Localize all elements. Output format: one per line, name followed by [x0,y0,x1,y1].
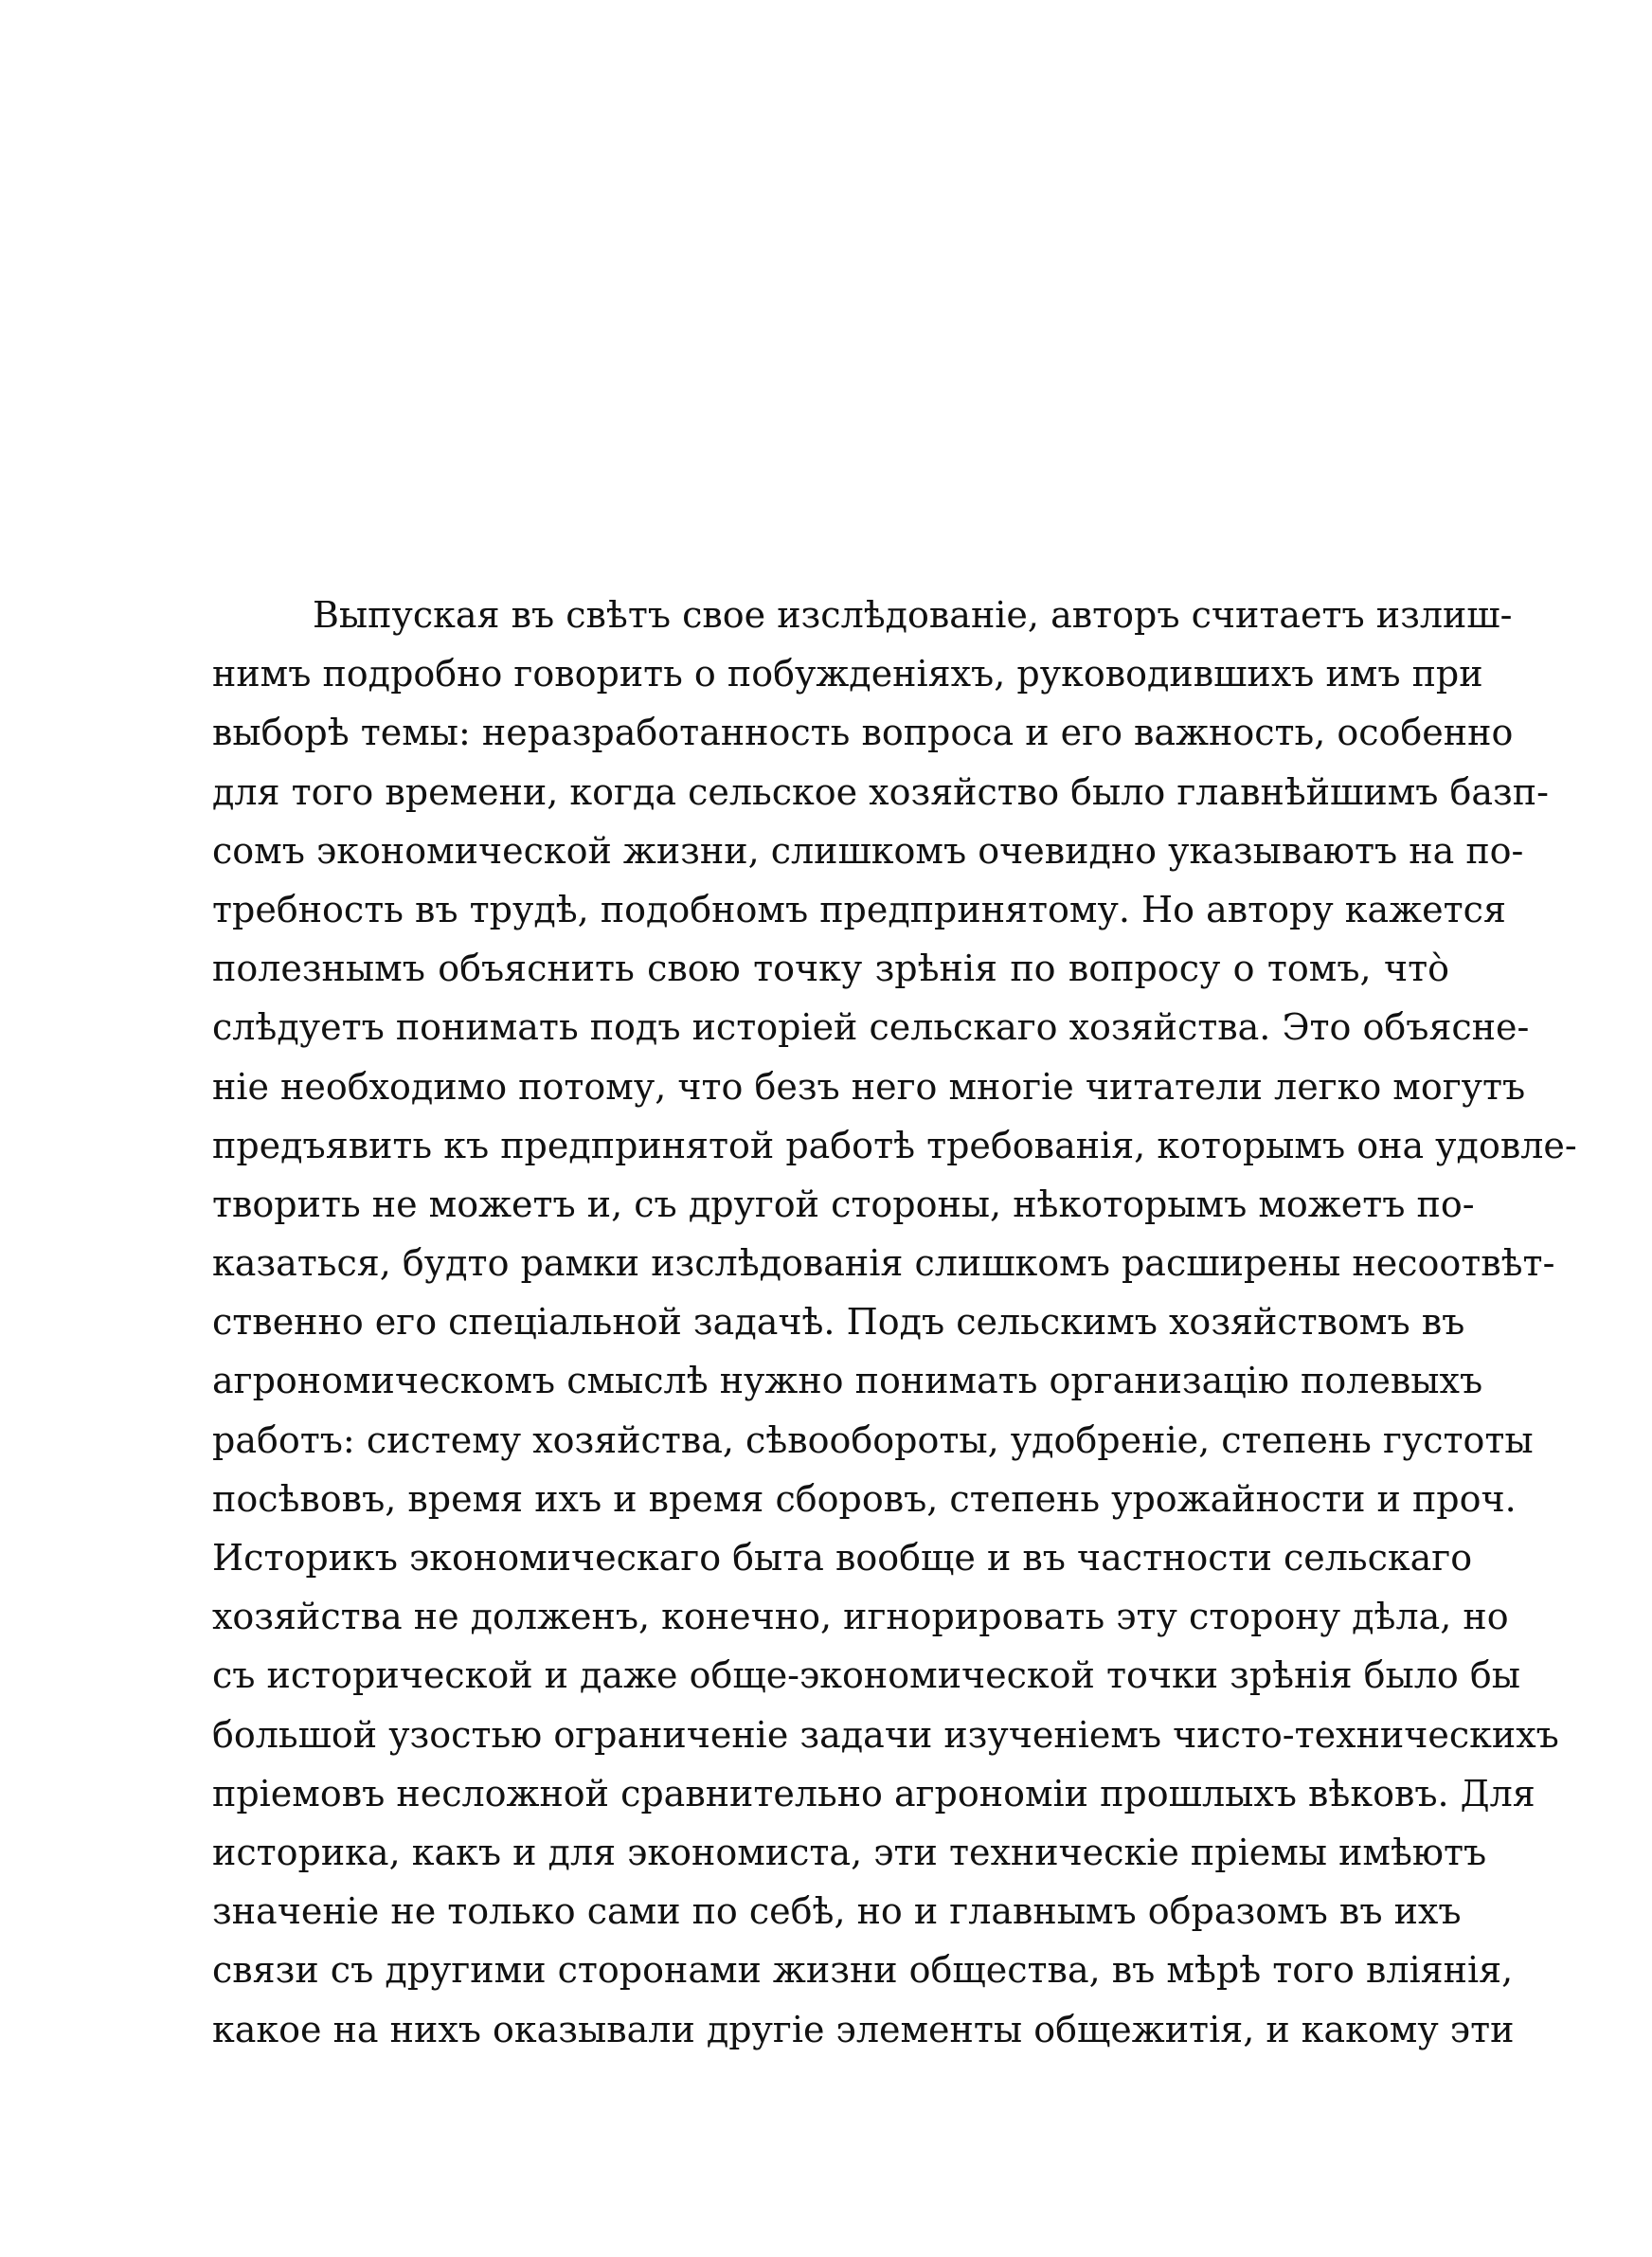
text-line: большой узостью ограниченіе задачи изученіемъ чисто-техническихъ [212,1713,1559,1756]
text-line: требность въ трудѣ, подобномъ предпринятому. Но автору кажется [212,888,1506,930]
text-line: съ исторической и даже обще-экономической точки зрѣнія было бы [212,1654,1520,1697]
text-line: для того времени, когда сельское хозяйство было главнѣйшимъ базп- [212,770,1549,813]
text-line: посѣвовъ, время ихъ и время сборовъ, степень урожайности и проч. [212,1477,1517,1520]
text-line: связи съ другими сторонами жизни общества, въ мѣрѣ того вліянія, [212,1949,1514,1992]
text-line: какое на нихъ оказывали другіе элементы общежитія, и какому эти [212,2008,1515,2050]
text-line: сомъ экономической жизни, слишкомъ очевидно указываютъ на по- [212,829,1524,872]
text-line: историка, какъ и для экономиста, эти техническіе пріемы имѣютъ [212,1831,1487,1873]
text-line: творить не можетъ и, съ другой стороны, нѣкоторымъ можетъ по- [212,1183,1475,1225]
text-line: ственно его спеціальной задачѣ. Подъ сельскимъ хозяйствомъ въ [212,1301,1465,1344]
body-paragraph [212,586,1577,2059]
text-line: предъявить къ предпринятой работѣ требованія, которымъ она удовле- [212,1124,1577,1166]
text-line: работъ: систему хозяйства, сѣвообороты, удобреніе, степень густоты [212,1418,1534,1461]
text-line: агрономическомъ смыслѣ нужно понимать организацію полевыхъ [212,1360,1483,1402]
text-line: ніе необходимо потому, что безъ него многіе читатели легко могутъ [212,1065,1526,1108]
text-line: выборѣ темы: неразработанность вопроса и его важность, особенно [212,712,1514,754]
text-line: Выпуская въ свѣтъ свое изслѣдованіе, авторъ считаетъ излиш- [313,594,1513,636]
text-line: слѣдуетъ понимать подъ исторіей сельскаго хозяйства. Это объясне- [212,1006,1530,1049]
text-line: казаться, будто рамки изслѣдованія слишкомъ расширены несоотвѣт- [212,1242,1555,1285]
text-line: значеніе не только сами по себѣ, но и главнымъ образомъ въ ихъ [212,1890,1462,1933]
text-line: хозяйства не долженъ, конечно, игнорировать эту сторону дѣла, но [212,1596,1509,1638]
text-line: нимъ подробно говорить о побужденіяхъ, руководившихъ имъ при [212,653,1483,695]
text-line: полезнымъ объяснить свою точку зрѣнія по вопросу о томъ, что̀ [212,948,1449,990]
text-line: Историкъ экономическаго быта вообще и въ частности сельскаго [212,1537,1473,1579]
text-line: пріемовъ несложной сравнительно агрономіи прошлыхъ вѣковъ. Для [212,1772,1535,1815]
